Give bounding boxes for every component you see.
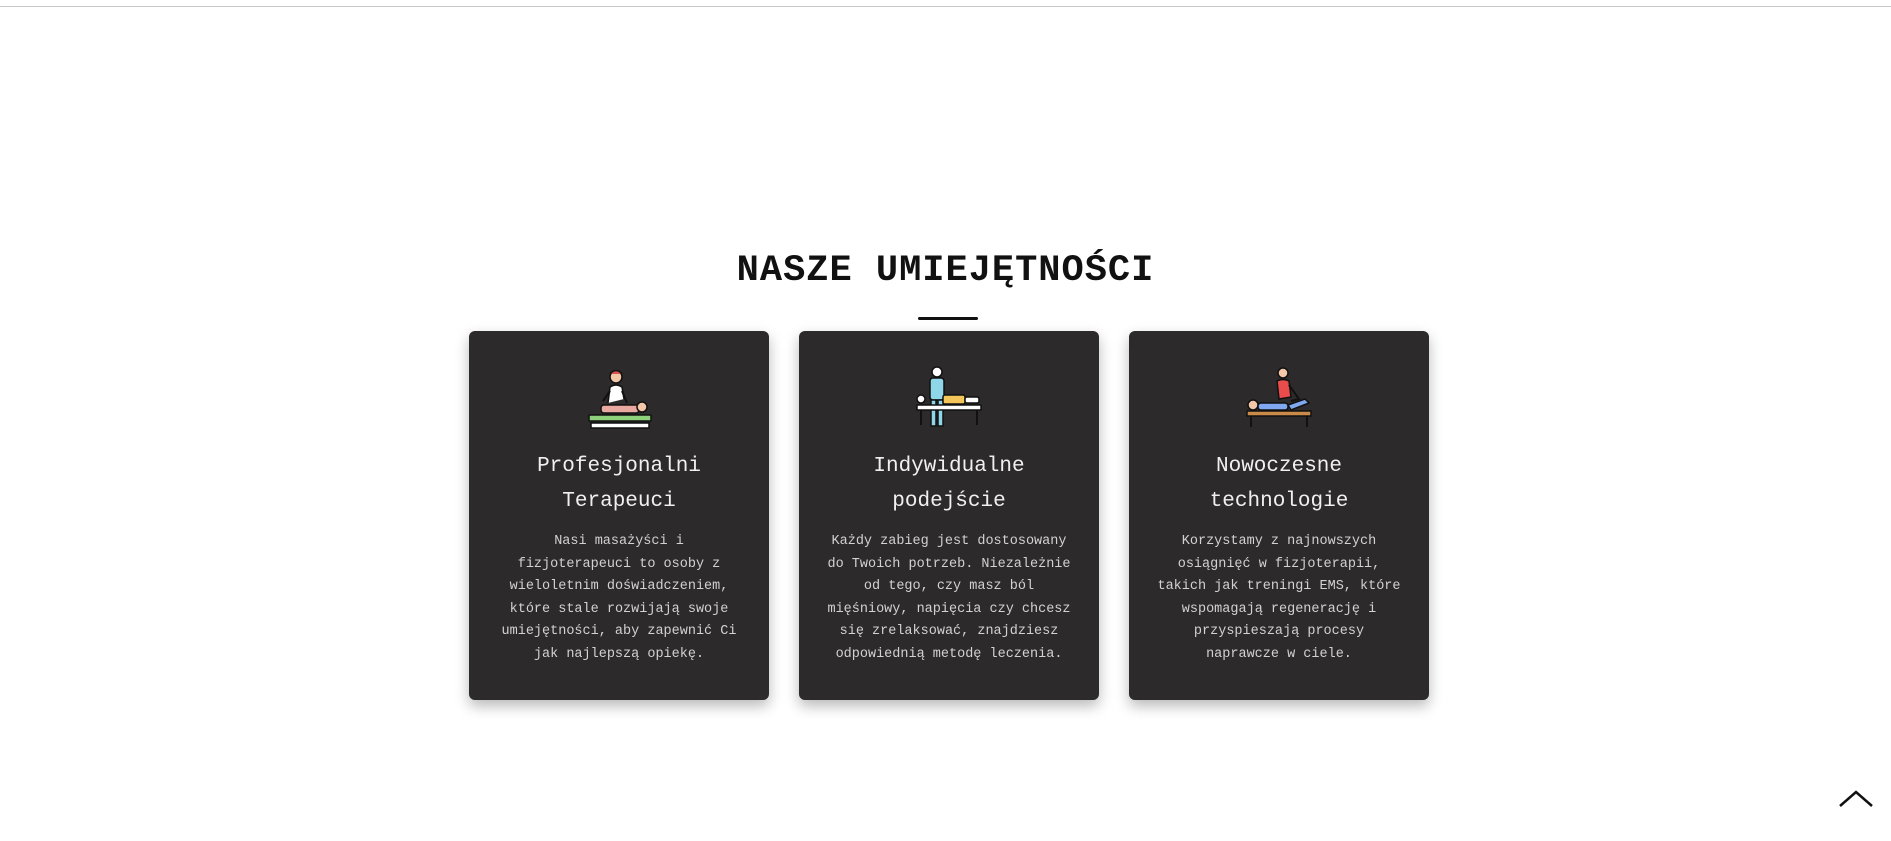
therapist-massage-icon <box>583 365 655 433</box>
card-description: Każdy zabieg jest dostosowany do Twoich potrzeb. Niezależnie od tego, czy masz ból mięśniowy, napięcia czy chcesz się zrelaksować, znajdziesz odpowiednią metodę leczenia. <box>827 534 1071 662</box>
title-underline <box>918 317 978 320</box>
skill-card-individual-approach <box>799 331 1099 700</box>
card-title: Profesjonalni Terapeuci <box>537 455 701 513</box>
section-title: NASZE UMIEJĘTNOŚCI <box>736 250 1155 292</box>
modern-therapy-icon <box>1243 365 1315 433</box>
back-to-top-chevron-up-icon[interactable] <box>1836 784 1876 812</box>
card-title: Indywidualne podejście <box>873 455 1025 513</box>
skill-card-professional-therapists <box>469 331 769 700</box>
skill-card-modern-technologies <box>1129 331 1429 700</box>
top-divider <box>0 6 1891 7</box>
card-title: Nowoczesne technologie <box>1209 455 1349 513</box>
card-description: Nasi masażyści i fizjoterapeuci to osoby z wieloletnim doświadczeniem, które stale rozwijają swoje umiejętności, aby zapewnić Ci jak najlepszą opiekę. <box>501 534 737 662</box>
card-description: Korzystamy z najnowszych osiągnięć w fizjoterapii, takich jak treningi EMS, które wspomagają regenerację i przyspieszają procesy naprawcze w ciele. <box>1157 534 1401 662</box>
physiotherapist-table-icon <box>913 365 985 433</box>
